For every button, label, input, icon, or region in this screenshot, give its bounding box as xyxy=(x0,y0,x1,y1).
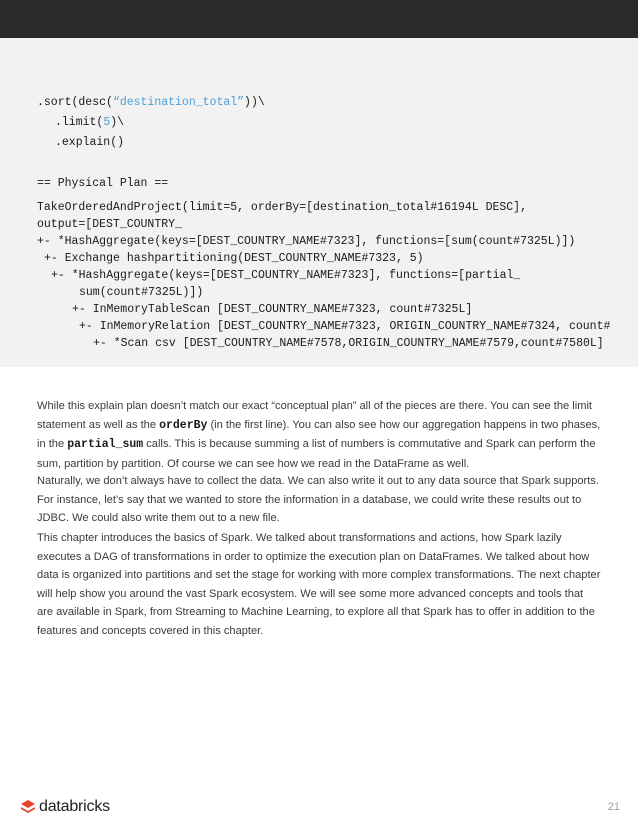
plan-line: +- *Scan csv [DEST_COUNTRY_NAME#7578,ORIGIN_COUNTRY_NAME#7579,count#7580L] xyxy=(93,337,604,350)
plan-line: +- *HashAggregate(keys=[DEST_COUNTRY_NAME#7323], functions=[partial_ xyxy=(51,269,521,282)
page-number: 21 xyxy=(607,801,620,813)
inline-code-orderby: orderBy xyxy=(159,418,208,432)
code-block xyxy=(0,38,638,367)
plan-line: +- *HashAggregate(keys=[DEST_COUNTRY_NAME#7323], functions=[sum(count#7325L)]) xyxy=(37,235,576,248)
paragraph-write-out: Naturally, we don’t always have to collect the data. We can also write it out to any data source that Spark supports. For instance, let’s say that we wanted to store the information in a database, we could write these results out to JDBC. We could also write them out to a new file. xyxy=(37,475,599,525)
databricks-mark-icon xyxy=(20,799,36,815)
plan-line: TakeOrderedAndProject(limit=5, orderBy=[destination_total#16194L DESC], xyxy=(37,201,527,214)
plan-line: output=[DEST_COUNTRY_ xyxy=(37,218,182,231)
databricks-logo xyxy=(20,797,110,817)
plan-line: +- InMemoryRelation [DEST_COUNTRY_NAME#7323, ORIGIN_COUNTRY_NAME#7324, count# xyxy=(79,320,611,333)
paragraph-explain-plan: While this explain plan doesn’t match our exact “conceptual plan” all of the pieces are there. You can see the limit statement as well as the orderBy (in the first line). You can also see how our aggregation happens in two phases, in the partial_sum calls. This is because summing a list of numbers is commutative and Spark can perform the sum, partition by partition. Of course we can see how we read in the DataFrame as well. xyxy=(37,400,601,470)
code-line-explain: .explain() xyxy=(55,136,125,149)
inline-code-partial-sum: partial_sum xyxy=(67,438,144,452)
page-header-bar xyxy=(0,0,638,38)
plan-line: +- InMemoryTableScan [DEST_COUNTRY_NAME#7323, count#7325L] xyxy=(72,303,473,316)
logo-wordmark: databricks xyxy=(39,798,110,815)
plan-line: +- Exchange hashpartitioning(DEST_COUNTRY_NAME#7323, 5) xyxy=(44,252,424,265)
code-line-limit: .limit(5)\ xyxy=(55,116,125,129)
plan-line: sum(count#7325L)]) xyxy=(79,286,204,299)
code-line-sort: .sort(desc(“destination_total”))\ xyxy=(37,96,265,109)
paragraph-chapter-summary: This chapter introduces the basics of Spark. We talked about transformations and actions, how Spark lazily executes a DAG of transformations in order to optimize the execution plan on DataFrames. We talked about how data is organized into partitions and set the stage for working with more complex transformations. The next chapter will help show you around the vast Spark ecosystem. We will see some more advanced concepts and tools that are available in Spark, from Streaming to Machine Learning, to explore all that Spark has to offer in addition to the features and concepts covered in this chapter. xyxy=(37,532,601,637)
plan-header: == Physical Plan == xyxy=(37,177,169,190)
